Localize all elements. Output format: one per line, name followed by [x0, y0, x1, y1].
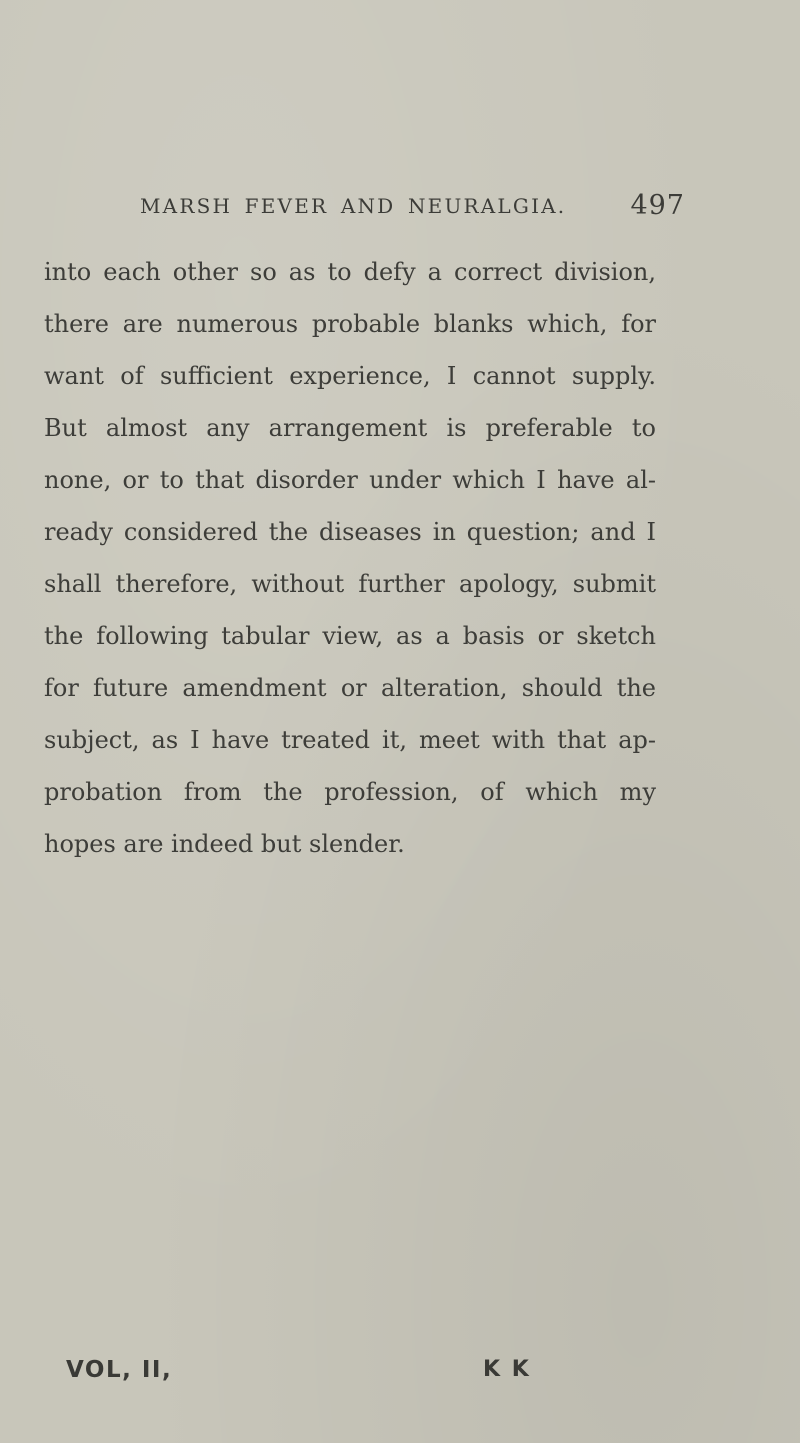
text-line: the following tabular view, as a basis or sketch: [44, 622, 656, 650]
body-paragraph: [44, 246, 656, 870]
text-line: But almost any arrangement is preferable to: [44, 414, 656, 442]
text-line: into each other so as to defy a correct division,: [44, 258, 656, 286]
volume-marker: VOL, II,: [66, 1357, 173, 1383]
page-header: [140, 190, 685, 232]
text-line: there are numerous probable blanks which, for: [44, 310, 656, 338]
text-line: ready considered the diseases in question; and I: [44, 518, 656, 546]
signature-mark: K K: [483, 1357, 531, 1382]
text-line: none, or to that disorder under which I have al-: [44, 466, 656, 494]
text-line: hopes are indeed but slender.: [44, 830, 405, 858]
text-line: for future amendment or alteration, should the: [44, 674, 656, 702]
text-line: shall therefore, without further apology, submit: [44, 570, 656, 598]
text-line: want of sufficient experience, I cannot supply.: [44, 362, 656, 390]
text-line: probation from the profession, of which my: [44, 778, 656, 806]
text-line: subject, as I have treated it, meet with that ap-: [44, 726, 656, 754]
page-number: 497: [630, 190, 685, 221]
page-footer: [66, 1357, 566, 1397]
running-head: MARSH FEVER AND NEURALGIA.: [140, 194, 567, 218]
